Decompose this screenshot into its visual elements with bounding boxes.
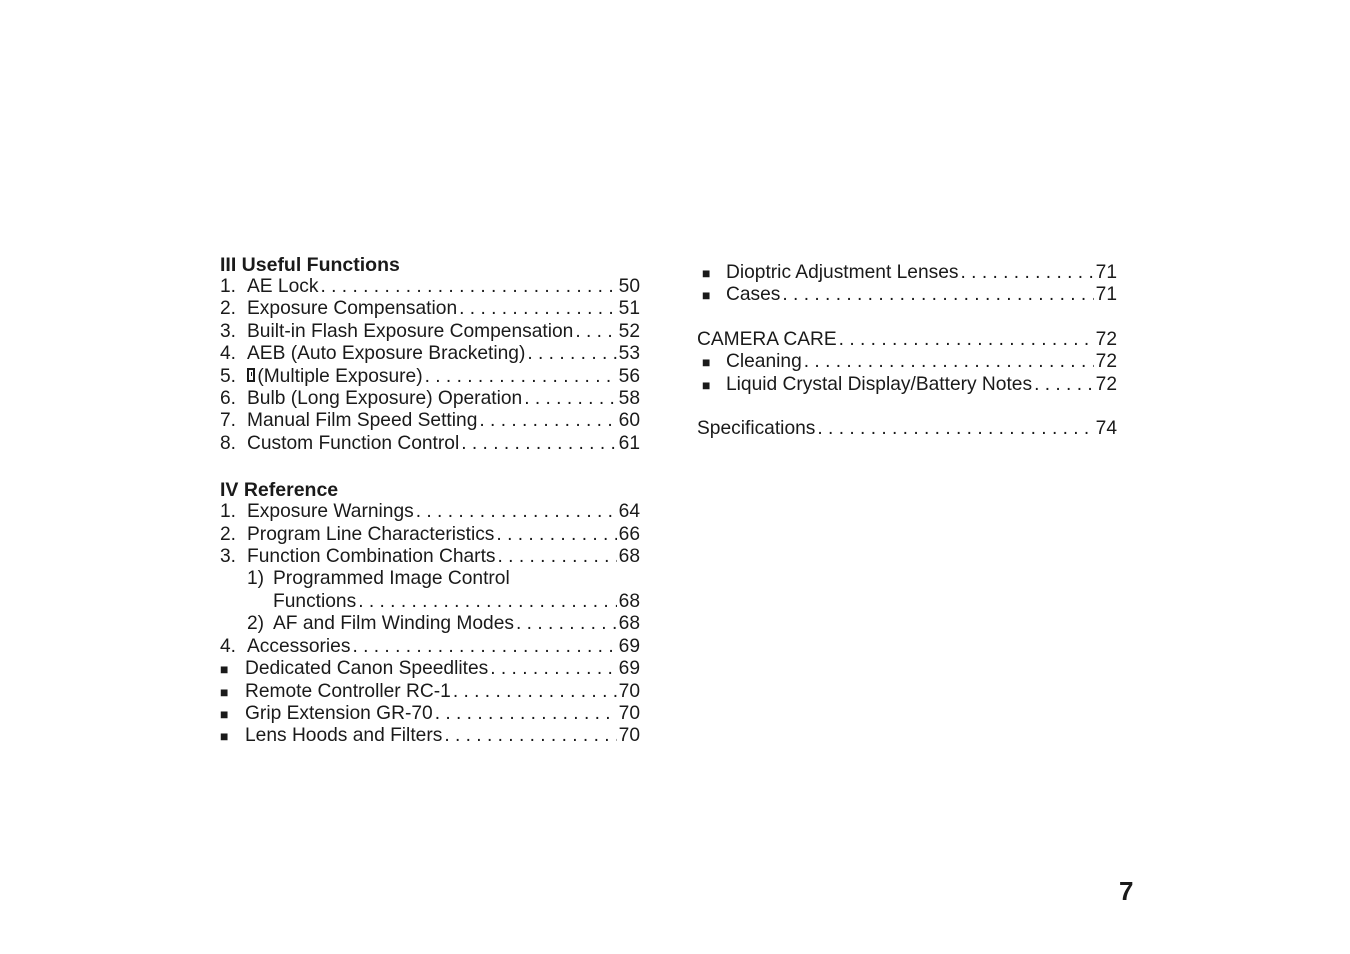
- dot-leader: [804, 351, 1094, 373]
- entry-number: 8.: [220, 432, 237, 454]
- spacer: [697, 396, 1117, 418]
- toc-entry[interactable]: [220, 343, 640, 365]
- toc-entry[interactable]: [220, 703, 640, 725]
- toc-entry[interactable]: [220, 298, 640, 320]
- entry-label: Dioptric Adjustment Lenses: [726, 262, 959, 283]
- entry-number: 1): [247, 568, 265, 590]
- dot-leader: [479, 410, 616, 432]
- toc-entry[interactable]: [220, 636, 640, 658]
- bullet-square: ■: [220, 705, 229, 722]
- entry-number: 4.: [220, 343, 237, 365]
- entry-label: Cleaning: [726, 351, 802, 373]
- dot-leader: [320, 276, 616, 298]
- toc-subentry[interactable]: [220, 568, 640, 590]
- entry-page: 68: [618, 546, 640, 568]
- dot-leader: [444, 725, 616, 747]
- dot-leader: [839, 329, 1094, 351]
- toc-entry[interactable]: [220, 388, 640, 410]
- toc-section-useful-functions: [220, 254, 640, 455]
- entry-label: (Multiple Exposure): [257, 365, 423, 387]
- entry-page: 74: [1095, 418, 1117, 440]
- entry-page: 70: [618, 680, 640, 702]
- entry-label: AEB (Auto Exposure Bracketing): [247, 343, 526, 365]
- entry-label: Accessories: [247, 635, 351, 657]
- entry-label: Specifications: [697, 418, 816, 440]
- dot-leader: [496, 524, 616, 546]
- dot-leader: [461, 433, 616, 455]
- entry-page: 52: [618, 320, 640, 342]
- entry-number: 2.: [220, 523, 237, 545]
- entry-page: 70: [618, 702, 640, 724]
- dot-leader: [435, 703, 617, 725]
- entry-page: 61: [618, 432, 640, 454]
- toc-entry[interactable]: [220, 681, 640, 703]
- toc-entry[interactable]: [697, 351, 1117, 373]
- dot-leader: [817, 418, 1093, 440]
- bullet-square: ■: [702, 287, 711, 304]
- dot-leader: [498, 546, 617, 568]
- toc-subentry-continuation[interactable]: [220, 591, 640, 613]
- dot-leader: [524, 388, 616, 410]
- entry-number: 2.: [220, 298, 237, 320]
- entry-page: 71: [1095, 284, 1117, 306]
- entry-page: 66: [618, 523, 640, 545]
- entry-page: 64: [618, 501, 640, 523]
- entry-label: Manual Film Speed Setting: [247, 410, 478, 432]
- entry-number: 1.: [220, 501, 237, 523]
- bullet-square: ■: [702, 265, 711, 281]
- toc-entry[interactable]: [220, 410, 640, 432]
- entry-page: 60: [618, 410, 640, 432]
- toc-entry[interactable]: [220, 366, 640, 388]
- toc-entry[interactable]: [220, 276, 640, 298]
- toc-entry[interactable]: [220, 725, 640, 747]
- entry-page: 68: [618, 613, 640, 635]
- bullet-square: ■: [702, 376, 711, 393]
- entry-label: Exposure Warnings: [247, 501, 414, 523]
- entry-label: Bulb (Long Exposure) Operation: [247, 388, 523, 410]
- dot-leader: [416, 501, 617, 523]
- toc-entry[interactable]: [220, 658, 640, 680]
- entry-label: AE Lock: [247, 276, 319, 297]
- entry-number: 3.: [220, 320, 237, 342]
- entry-page: 58: [618, 388, 640, 410]
- entry-label: CAMERA CARE: [697, 328, 837, 350]
- toc-section-reference: [220, 479, 640, 747]
- entry-label: Function Combination Charts: [247, 546, 496, 568]
- dot-leader: [1034, 374, 1094, 396]
- entry-label: Dedicated Canon Speedlites: [245, 658, 489, 680]
- dot-leader: [358, 591, 616, 613]
- dot-leader: [425, 366, 617, 388]
- bullet-square: ■: [220, 728, 229, 745]
- toc-entry[interactable]: [697, 418, 1117, 440]
- page-number: 7: [1119, 876, 1134, 906]
- entry-label: Programmed Image Control: [273, 568, 510, 590]
- entry-page: 56: [618, 365, 640, 387]
- entry-page: 72: [1095, 328, 1117, 350]
- toc-entry[interactable]: [220, 433, 640, 455]
- toc-entry[interactable]: [697, 284, 1117, 306]
- toc-entry[interactable]: [697, 374, 1117, 396]
- entry-label-continuation: Functions: [273, 590, 357, 612]
- entry-page: 70: [618, 725, 640, 747]
- entry-page: 51: [618, 298, 640, 320]
- entry-number: 4.: [220, 635, 237, 657]
- multiple-exposure-icon: [247, 368, 255, 382]
- entry-number: 5.: [220, 365, 237, 387]
- toc-entry[interactable]: [697, 329, 1117, 351]
- toc-entry[interactable]: [220, 321, 640, 343]
- entry-label: Built-in Flash Exposure Compensation: [247, 320, 574, 342]
- dot-leader: [453, 681, 617, 703]
- toc-subentry[interactable]: [220, 613, 640, 635]
- entry-page: 69: [618, 658, 640, 680]
- section-heading: III Useful Functions: [220, 254, 400, 276]
- dot-leader: [527, 343, 616, 365]
- toc-entry[interactable]: [220, 524, 640, 546]
- toc-entry[interactable]: [220, 546, 640, 568]
- entry-number: 7.: [220, 410, 237, 432]
- spacer: [697, 307, 1117, 329]
- entry-page: 53: [618, 343, 640, 365]
- dot-leader: [961, 262, 1094, 284]
- entry-label: Remote Controller RC-1: [245, 680, 451, 702]
- entry-label: Exposure Compensation: [247, 298, 458, 320]
- toc-entry[interactable]: [220, 501, 640, 523]
- entry-label: Grip Extension GR-70: [245, 702, 433, 724]
- dot-leader: [459, 298, 617, 320]
- bullet-square: ■: [220, 683, 229, 700]
- entry-page: 69: [618, 635, 640, 657]
- entry-page: 50: [618, 276, 640, 297]
- dot-leader: [782, 284, 1093, 306]
- entry-label: Program Line Characteristics: [247, 523, 495, 545]
- dot-leader: [490, 658, 616, 680]
- bullet-square: ■: [702, 354, 711, 371]
- entry-number: 6.: [220, 388, 237, 410]
- toc-entry[interactable]: [697, 262, 1117, 284]
- entry-number: 3.: [220, 546, 237, 568]
- toc-right-column: [697, 262, 1117, 440]
- entry-page: 72: [1095, 351, 1117, 373]
- entry-label: AF and Film Winding Modes: [273, 613, 514, 635]
- toc-left-column: [220, 254, 640, 748]
- section-heading: IV Reference: [220, 479, 339, 502]
- dot-leader: [352, 636, 616, 658]
- dot-leader: [516, 613, 617, 635]
- entry-number: 2): [247, 613, 265, 635]
- entry-page: 72: [1095, 373, 1117, 395]
- entry-number: 1.: [220, 276, 237, 297]
- entry-label: Lens Hoods and Filters: [245, 725, 443, 747]
- bullet-square: ■: [220, 661, 229, 678]
- entry-label: Liquid Crystal Display/Battery Notes: [726, 373, 1033, 395]
- entry-page: 71: [1095, 262, 1117, 283]
- entry-label: Custom Function Control: [247, 432, 460, 454]
- dot-leader: [575, 321, 616, 343]
- entry-label: Cases: [726, 284, 781, 306]
- entry-page: 68: [618, 590, 640, 612]
